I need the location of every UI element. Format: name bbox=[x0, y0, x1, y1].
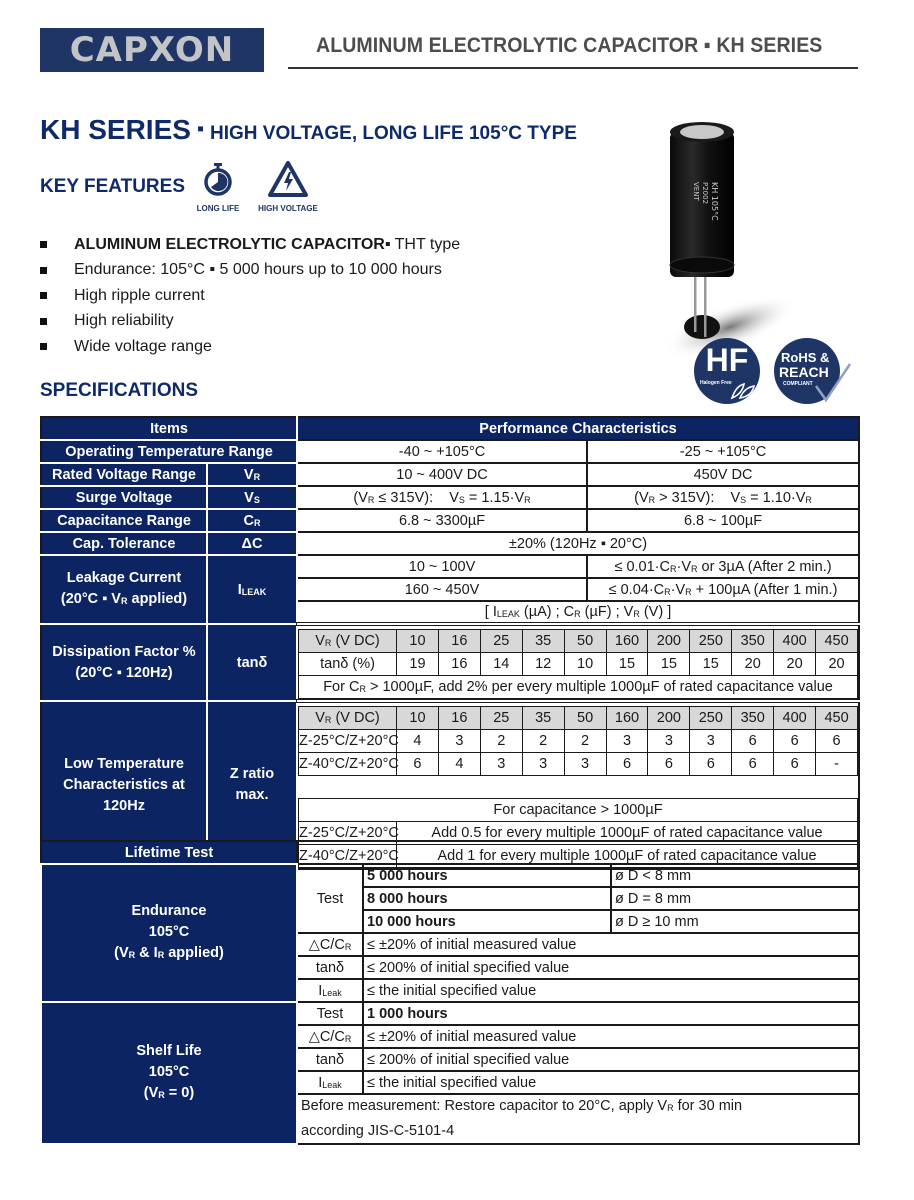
param-label: $\triangle C/C_R$ bbox=[297, 933, 363, 956]
table-row bbox=[41, 532, 859, 555]
z40-value: 6 bbox=[774, 753, 816, 776]
reach-text: REACH bbox=[779, 364, 829, 380]
label-surge-voltage: Surge Voltage bbox=[41, 486, 207, 509]
tan-delta-value: 14 bbox=[480, 653, 522, 676]
voltage-cell: 250 bbox=[690, 707, 732, 730]
param-label: $I_{Leak}$ bbox=[297, 979, 363, 1002]
series-title bbox=[40, 114, 577, 146]
series-name: KH SERIES bbox=[40, 114, 191, 145]
product-image bbox=[640, 112, 880, 412]
header-blank bbox=[297, 841, 859, 864]
param-label: $I_{Leak}$ bbox=[297, 1071, 363, 1094]
voltage-cell: 16 bbox=[438, 630, 480, 653]
dissipation-subtable bbox=[298, 629, 858, 699]
capacitor-marking: KH 105°C bbox=[710, 182, 719, 221]
symbol-tan-delta: tanδ bbox=[207, 624, 297, 701]
test-hours: 8 000 hours bbox=[363, 887, 611, 910]
compliant-text: COMPLIANT bbox=[783, 381, 813, 387]
rohs-text: RoHS & bbox=[781, 350, 830, 365]
label-capacitance: Capacitance Range bbox=[41, 509, 207, 532]
row-label: tanδ (%) bbox=[299, 653, 397, 676]
bullet-icon bbox=[40, 241, 47, 248]
symbol-z-ratio: Z ratio max. bbox=[207, 701, 297, 869]
key-features-label: KEY FEATURES bbox=[40, 176, 185, 197]
specifications-label: SPECIFICATIONS bbox=[40, 380, 198, 401]
tan-delta-value: 20 bbox=[774, 653, 816, 676]
feature-caption: HIGH VOLTAGE bbox=[258, 204, 318, 213]
z25-value: 3 bbox=[690, 730, 732, 753]
lifetime-header: Lifetime Test bbox=[41, 841, 297, 864]
voltage-cell: 160 bbox=[606, 707, 648, 730]
value-cell: -40 ~ +105°C bbox=[297, 440, 587, 463]
feature-bold: ALUMINUM ELECTROLYTIC CAPACITOR bbox=[74, 235, 385, 253]
feature-text: High reliability bbox=[74, 312, 174, 330]
z25-value: 6 bbox=[732, 730, 774, 753]
value-cell: $(V_R \le 315V)$: $V_S = 1.15\cdot V_R$ bbox=[297, 486, 587, 509]
lifetime-table bbox=[40, 840, 860, 1145]
tan-delta-value: 16 bbox=[438, 653, 480, 676]
test-label: Test bbox=[297, 864, 363, 933]
param-value: ≤ 200% of initial specified value bbox=[363, 1048, 859, 1071]
voltage-cell: 450 bbox=[816, 707, 858, 730]
capacitor-marking: VENT bbox=[692, 182, 700, 201]
test-size: ø D < 8 mm bbox=[611, 864, 859, 887]
symbol-ileak: $I_{LEAK}$ bbox=[207, 555, 297, 624]
feature-item bbox=[40, 309, 460, 335]
test-size: ø D = 8 mm bbox=[611, 887, 859, 910]
label-leakage: Leakage Current (20°C ▪ $V_R$ applied) bbox=[41, 555, 207, 624]
tan-delta-value: 15 bbox=[648, 653, 690, 676]
feature-item bbox=[40, 258, 460, 284]
z40-value: 3 bbox=[522, 753, 564, 776]
voltage-cell: 400 bbox=[774, 630, 816, 653]
voltage-cell: 10 bbox=[397, 707, 439, 730]
row-label: Z-40°C/Z+20°C bbox=[299, 753, 397, 776]
tan-delta-value: 12 bbox=[522, 653, 564, 676]
z40-value: 6 bbox=[606, 753, 648, 776]
row-label: $V_R$ (V DC) bbox=[299, 630, 397, 653]
voltage-cell: 50 bbox=[564, 630, 606, 653]
feature-item bbox=[40, 232, 460, 258]
z25-value: 2 bbox=[480, 730, 522, 753]
row-label: Z-25°C/Z+20°C bbox=[299, 730, 397, 753]
tan-delta-value: 10 bbox=[564, 653, 606, 676]
symbol-cr: $C_R$ bbox=[207, 509, 297, 532]
feature-list bbox=[40, 232, 460, 360]
note-row bbox=[299, 676, 858, 699]
value-cell: ≤ $0.04\cdot C_R\cdot V_R + 100\mu A$ (After 1 min.) bbox=[587, 578, 859, 601]
param-label: tanδ bbox=[297, 956, 363, 979]
param-label: tanδ bbox=[297, 1048, 363, 1071]
leaf-icon bbox=[730, 380, 756, 400]
capxon-logo bbox=[40, 28, 264, 72]
param-value: ≤ ±20% of initial measured value bbox=[363, 933, 859, 956]
note-text: Add 0.5 for every multiple 1000µF of rated capacitance value bbox=[397, 822, 858, 845]
row-label: $V_R$ (V DC) bbox=[299, 707, 397, 730]
z40-value: 6 bbox=[690, 753, 732, 776]
z40-value: 6 bbox=[397, 753, 439, 776]
bullet-icon bbox=[40, 292, 47, 299]
z25-row bbox=[299, 730, 858, 753]
capacitor-marking: P2002 bbox=[701, 182, 709, 205]
table-row bbox=[41, 841, 859, 864]
feature-text: Endurance: 105°C ▪ 5 000 hours up to 10 000 hours bbox=[74, 261, 442, 279]
param-label: $\triangle C/C_R$ bbox=[297, 1025, 363, 1048]
z40-row bbox=[299, 753, 858, 776]
voltage-cell: 200 bbox=[648, 707, 690, 730]
header-title: ALUMINUM ELECTROLYTIC CAPACITOR ▪ KH SERIES bbox=[316, 34, 823, 57]
table-row bbox=[41, 440, 859, 463]
test-label: Test bbox=[297, 1002, 363, 1025]
table-row bbox=[41, 486, 859, 509]
z40-value: - bbox=[816, 753, 858, 776]
table-row bbox=[41, 463, 859, 486]
z25-value: 2 bbox=[522, 730, 564, 753]
feature-text: High ripple current bbox=[74, 286, 205, 304]
symbol-delta-c: ΔC bbox=[207, 532, 297, 555]
hf-subtext: Halogen Free bbox=[700, 380, 732, 386]
tan-delta-value: 15 bbox=[606, 653, 648, 676]
voltage-cell: 35 bbox=[522, 707, 564, 730]
z40-value: 4 bbox=[438, 753, 480, 776]
tan-delta-value: 19 bbox=[397, 653, 439, 676]
table-row bbox=[41, 864, 859, 887]
voltage-cell: 400 bbox=[774, 707, 816, 730]
tan-delta-value: 20 bbox=[732, 653, 774, 676]
table-row bbox=[41, 555, 859, 578]
value-cell: ≤ $0.01\cdot C_R\cdot V_R$ or 3µA (After 2 min.) bbox=[587, 555, 859, 578]
test-hours: 5 000 hours bbox=[363, 864, 611, 887]
voltage-cell: 250 bbox=[690, 630, 732, 653]
voltage-row bbox=[299, 707, 858, 730]
label-shelf-life: Shelf Life 105°C $(V_R = 0)$ bbox=[41, 1002, 297, 1144]
z25-value: 3 bbox=[438, 730, 480, 753]
bullet-icon bbox=[40, 318, 47, 325]
series-separator: ▪ bbox=[196, 118, 205, 140]
row-label: Z-25°C/Z+20°C bbox=[299, 822, 397, 845]
shelf-note: Before measurement: Restore capacitor to 20°C, apply $V_R$ for 30 min according JIS-C-5101-4 bbox=[297, 1094, 859, 1144]
tan-delta-value: 15 bbox=[690, 653, 732, 676]
bullet-icon bbox=[40, 267, 47, 274]
voltage-cell: 350 bbox=[732, 707, 774, 730]
specifications-table bbox=[40, 416, 860, 870]
value-cell: [ $I_{LEAK}$ (µA) ; $C_R$ (µF) ; $V_R$ (V) ] bbox=[297, 601, 859, 624]
high-voltage-warning-icon bbox=[267, 160, 309, 198]
value-cell: 10 ~ 100V bbox=[297, 555, 587, 578]
dissipation-subtable-cell bbox=[297, 624, 859, 701]
label-rated-voltage: Rated Voltage Range bbox=[41, 463, 207, 486]
z40-value: 3 bbox=[564, 753, 606, 776]
z25-value: 4 bbox=[397, 730, 439, 753]
feature-text: ▪ THT type bbox=[384, 235, 461, 253]
logo-text: CAPXON bbox=[69, 30, 235, 70]
table-row bbox=[41, 624, 859, 701]
value-cell: 450V DC bbox=[587, 463, 859, 486]
test-hours: 10 000 hours bbox=[363, 910, 611, 933]
z40-value: 6 bbox=[732, 753, 774, 776]
value-cell: 10 ~ 400V DC bbox=[297, 463, 587, 486]
table-row bbox=[41, 509, 859, 532]
feature-long-life bbox=[194, 162, 242, 213]
tan-delta-row bbox=[299, 653, 858, 676]
feature-item bbox=[40, 283, 460, 309]
feature-item bbox=[40, 334, 460, 360]
test-hours: 1 000 hours bbox=[363, 1002, 859, 1025]
param-value: ≤ 200% of initial specified value bbox=[363, 956, 859, 979]
col-header-items: Items bbox=[41, 417, 297, 440]
param-value: ≤ ±20% of initial measured value bbox=[363, 1025, 859, 1048]
symbol-vs: $V_S$ bbox=[207, 486, 297, 509]
feature-caption: LONG LIFE bbox=[196, 204, 240, 213]
header-divider bbox=[288, 67, 858, 69]
col-header-performance: Performance Characteristics bbox=[297, 417, 859, 440]
z25-value: 3 bbox=[606, 730, 648, 753]
halogen-free-badge bbox=[694, 338, 760, 404]
z25-value: 2 bbox=[564, 730, 606, 753]
voltage-cell: 200 bbox=[648, 630, 690, 653]
voltage-cell: 10 bbox=[397, 630, 439, 653]
z40-value: 3 bbox=[480, 753, 522, 776]
feature-text: Wide voltage range bbox=[74, 337, 212, 355]
test-size: ø D ≥ 10 mm bbox=[611, 910, 859, 933]
voltage-cell: 160 bbox=[606, 630, 648, 653]
voltage-row bbox=[299, 630, 858, 653]
checkmark-icon bbox=[812, 360, 852, 404]
value-cell: 6.8 ~ 3300µF bbox=[297, 509, 587, 532]
spacer-row bbox=[299, 776, 858, 799]
table-row bbox=[41, 1002, 859, 1025]
z25-value: 6 bbox=[774, 730, 816, 753]
note-header-row bbox=[299, 799, 858, 822]
z25-value: 3 bbox=[648, 730, 690, 753]
voltage-cell: 16 bbox=[438, 707, 480, 730]
label-tolerance: Cap. Tolerance bbox=[41, 532, 207, 555]
param-value: ≤ the initial specified value bbox=[363, 979, 859, 1002]
dissipation-note: For $C_R > 1000\mu F$, add 2% per every multiple 1000µF of rated capacitance value bbox=[299, 676, 858, 699]
value-cell: 6.8 ~ 100µF bbox=[587, 509, 859, 532]
param-value: ≤ the initial specified value bbox=[363, 1071, 859, 1094]
voltage-cell: 350 bbox=[732, 630, 774, 653]
tan-delta-value: 20 bbox=[816, 653, 858, 676]
voltage-cell: 25 bbox=[480, 630, 522, 653]
voltage-cell: 35 bbox=[522, 630, 564, 653]
low-temp-note-header: For capacitance > 1000µF bbox=[299, 799, 858, 822]
voltage-cell: 450 bbox=[816, 630, 858, 653]
z40-value: 6 bbox=[648, 753, 690, 776]
value-cell: 160 ~ 450V bbox=[297, 578, 587, 601]
hf-text: HF bbox=[705, 342, 749, 378]
z25-value: 6 bbox=[816, 730, 858, 753]
value-cell: ±20% (120Hz ▪ 20°C) bbox=[297, 532, 859, 555]
feature-high-voltage bbox=[252, 160, 324, 213]
stopwatch-icon bbox=[203, 162, 233, 198]
voltage-cell: 25 bbox=[480, 707, 522, 730]
label-operating-temp: Operating Temperature Range bbox=[41, 440, 297, 463]
voltage-cell: 50 bbox=[564, 707, 606, 730]
note-text: Add 1 for every multiple 1000µF of rated capacitance value bbox=[397, 845, 858, 868]
label-dissipation: Dissipation Factor % (20°C ▪ 120Hz) bbox=[41, 624, 207, 701]
bullet-icon bbox=[40, 343, 47, 350]
symbol-vr: $V_R$ bbox=[207, 463, 297, 486]
row-label: Z-40°C/Z+20°C bbox=[299, 845, 397, 868]
value-cell: -25 ~ +105°C bbox=[587, 440, 859, 463]
series-subtitle: HIGH VOLTAGE, LONG LIFE 105°C TYPE bbox=[210, 123, 577, 144]
label-low-temp: Low Temperature Characteristics at 120Hz bbox=[41, 701, 207, 869]
label-endurance: Endurance 105°C ($V_R$ & $I_R$ applied) bbox=[41, 864, 297, 1002]
value-cell: $(V_R > 315V)$: $V_S = 1.10\cdot V_R$ bbox=[587, 486, 859, 509]
